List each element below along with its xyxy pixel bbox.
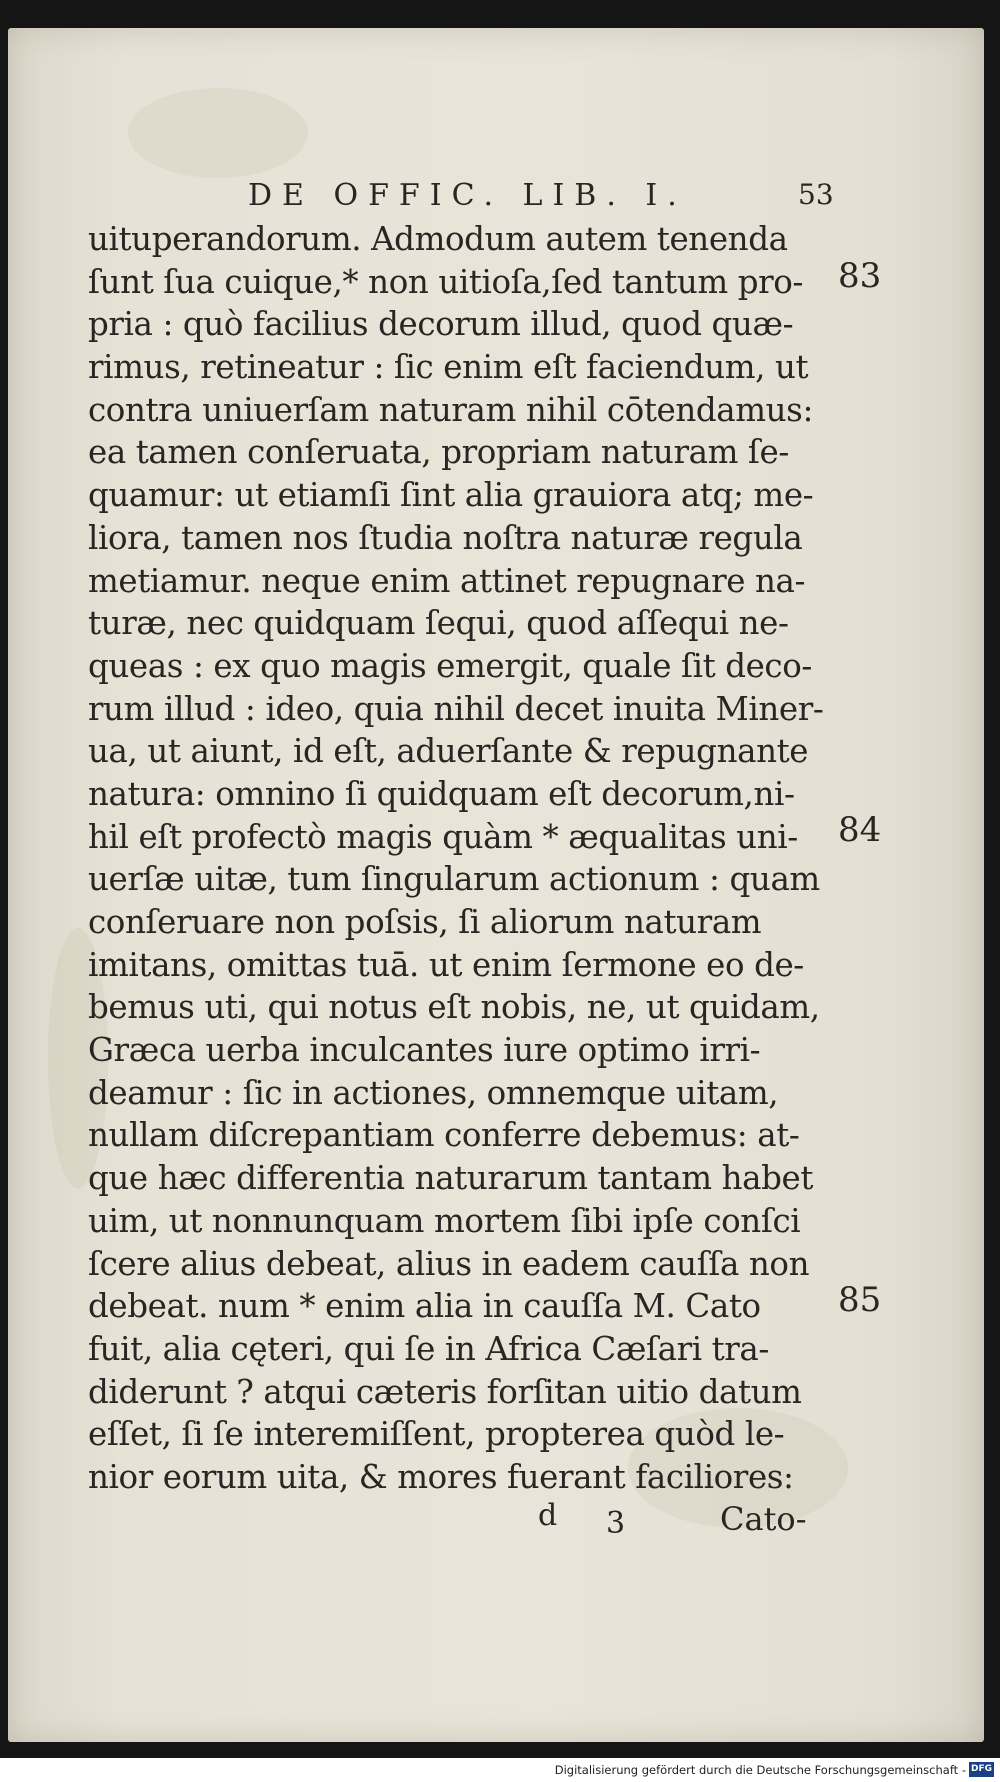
text-line: fuit, alia cęteri, qui ſe in Africa Cæſari tra- bbox=[88, 1329, 769, 1368]
text-line: rum illud : ideo, quia nihil decet inuita Miner- bbox=[88, 689, 824, 728]
catchword: Cato- bbox=[720, 1500, 807, 1538]
footer-bar bbox=[0, 1758, 1000, 1782]
text-line: bemus uti, qui notus eſt nobis, ne, ut quidam, bbox=[88, 988, 820, 1027]
text-line: Græca uerba inculcantes iure optimo irri- bbox=[88, 1031, 761, 1070]
text-line: contra uniuerſam naturam nihil cōtendamus: bbox=[88, 390, 814, 429]
text-line: turæ, nec quidquam ſequi, quod aſſequi ne- bbox=[88, 604, 789, 643]
text-line: diderunt ? atqui cæteris forſitan uitio datum bbox=[88, 1372, 802, 1411]
page-number: 53 bbox=[798, 178, 834, 211]
text-line: conſeruare non poſsis, ſi aliorum naturam bbox=[88, 903, 762, 941]
text-line: nullam diſcrepantiam conferre debemus: at- bbox=[88, 1116, 800, 1155]
text-line: liora, tamen nos ſtudia noſtra naturæ regula bbox=[88, 518, 803, 557]
text-line: uim, ut nonnunquam mortem ſibi ipſe conſci bbox=[88, 1201, 801, 1240]
body-text bbox=[88, 218, 828, 1499]
marginal-number: 84 bbox=[838, 810, 882, 850]
text-line: pria : quò facilius decorum illud, quod quæ- bbox=[88, 305, 794, 344]
text-line: queas : ex quo magis emergit, quale ſit deco- bbox=[88, 646, 812, 685]
signature-number: 3 bbox=[606, 1506, 626, 1541]
running-head: DE OFFIC. LIB. I. bbox=[248, 178, 687, 213]
dfg-logo-icon: DFG bbox=[969, 1762, 994, 1777]
text-line: uerſæ uitæ, tum ſingularum actionum : quam bbox=[88, 860, 820, 899]
book-page bbox=[8, 28, 984, 1742]
marginal-number: 85 bbox=[838, 1280, 882, 1320]
funding-notice: Digitalisierung gefördert durch die Deutsche Forschungsgemeinschaft - bbox=[554, 1763, 966, 1777]
text-line: rimus, retineatur : ſic enim eſt faciendum, ut bbox=[88, 348, 809, 387]
marginal-number: 83 bbox=[838, 256, 882, 296]
text-line: hil eſt profectò magis quàm * æqualitas uni- bbox=[88, 817, 798, 856]
text-line: debeat. num * enim alia in cauſſa M. Cato bbox=[88, 1287, 761, 1326]
text-line: ſunt ſua cuique,* non uitioſa,ſed tantum pro- bbox=[88, 262, 803, 301]
signature-letter: d bbox=[538, 1498, 558, 1533]
text-line: imitans, omittas tuā. ut enim ſermone eo de- bbox=[88, 945, 804, 984]
text-line: que hæc differentia naturarum tantam habet bbox=[88, 1159, 814, 1198]
text-line: quamur: ut etiamſi ſint alia grauiora atq; me- bbox=[88, 476, 814, 515]
text-line: metiamur. neque enim attinet repugnare na- bbox=[88, 561, 806, 600]
text-line: deamur : ſic in actiones, omnemque uitam, bbox=[88, 1073, 779, 1112]
text-line: natura: omnino ſi quidquam eſt decorum,ni- bbox=[88, 774, 795, 813]
text-line: nior eorum uita, & mores fuerant faciliores: bbox=[88, 1457, 794, 1496]
text-line: ua, ut aiunt, id eſt, aduerſante & repugnante bbox=[88, 732, 809, 771]
text-line: ſcere alius debeat, alius in eadem cauſſa non bbox=[88, 1244, 810, 1283]
text-line: uituperandorum. Admodum autem tenenda bbox=[88, 220, 788, 258]
paper-stain bbox=[128, 88, 308, 178]
text-line: ea tamen conſeruata, propriam naturam ſe- bbox=[88, 433, 789, 472]
text-line: eſſet, ſi ſe interemiſſent, propterea quòd le- bbox=[88, 1415, 785, 1454]
